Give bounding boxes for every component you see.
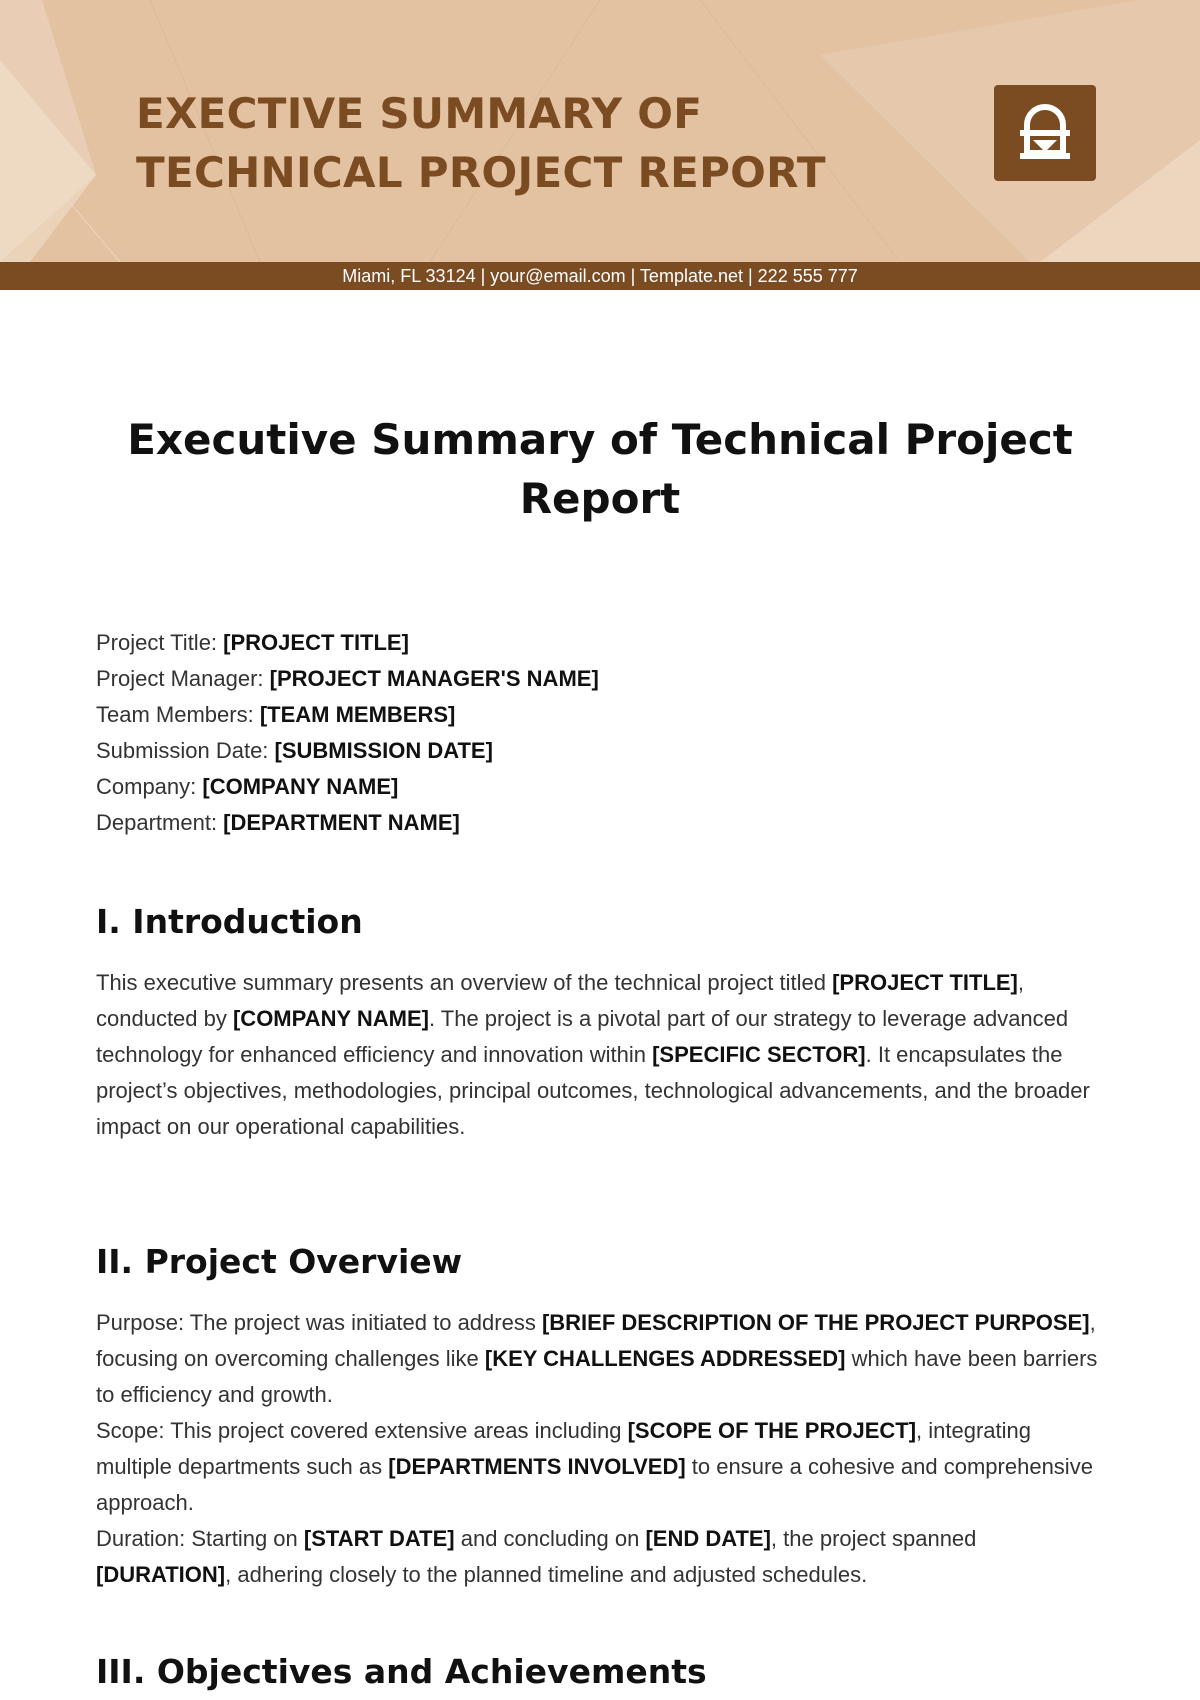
detail-row-department xyxy=(96,805,1116,841)
overview-scope xyxy=(96,1413,1106,1521)
overview-text: Scope: This project covered extensive areas including xyxy=(96,1418,628,1443)
detail-value: [TEAM MEMBERS] xyxy=(259,702,456,727)
intro-placeholder: [COMPANY NAME] xyxy=(232,1006,429,1031)
detail-row-submission-date xyxy=(96,733,1116,769)
detail-value: [DEPARTMENT NAME] xyxy=(223,810,460,835)
header-banner xyxy=(0,0,1200,262)
detail-row-team-members xyxy=(96,697,1116,733)
detail-label: Submission Date: xyxy=(96,738,275,763)
header-title xyxy=(136,84,896,202)
contact-bar: Miami, FL 33124 | your@email.com | Template.net | 222 555 777 xyxy=(0,262,1200,290)
detail-label: Project Manager: xyxy=(96,666,270,691)
overview-text: Duration: Starting on xyxy=(96,1526,304,1551)
header-title-line-2: TECHNICAL PROJECT REPORT xyxy=(136,148,826,197)
project-details xyxy=(96,625,1116,841)
overview-text: to ensure a cohesive and comprehensive approach. xyxy=(96,1454,1093,1515)
intro-text: . It encapsulates the project’s objectives, methodologies, principal outcomes, technological advancements, and the broader impact on our operational capabilities. xyxy=(96,1042,1090,1139)
overview-text: Purpose: The project was initiated to address xyxy=(96,1310,542,1335)
detail-value: [PROJECT MANAGER'S NAME] xyxy=(269,666,599,691)
detail-label: Company: xyxy=(96,774,203,799)
lock-download-icon xyxy=(994,85,1096,181)
project-overview-body xyxy=(96,1305,1106,1593)
company-logo xyxy=(994,85,1096,181)
overview-placeholder: [KEY CHALLENGES ADDRESSED] xyxy=(484,1346,846,1371)
detail-row-company xyxy=(96,769,1116,805)
page-title: Executive Summary of Technical Project Report xyxy=(127,415,1073,523)
detail-label: Project Title: xyxy=(96,630,224,655)
overview-text: , adhering closely to the planned timeline and adjusted schedules. xyxy=(225,1562,868,1587)
overview-placeholder: [SCOPE OF THE PROJECT] xyxy=(627,1418,917,1443)
detail-row-project-title xyxy=(96,625,1116,661)
overview-purpose xyxy=(96,1305,1106,1413)
detail-value: [PROJECT TITLE] xyxy=(223,630,409,655)
overview-placeholder: [START DATE] xyxy=(303,1526,455,1551)
overview-placeholder: [DEPARTMENTS INVOLVED] xyxy=(388,1454,686,1479)
overview-text: , the project spanned xyxy=(770,1526,977,1551)
detail-value: [COMPANY NAME] xyxy=(202,774,399,799)
section-heading-introduction: I. Introduction xyxy=(96,902,363,941)
detail-row-project-manager xyxy=(96,661,1116,697)
overview-text: , focusing on overcoming challenges like xyxy=(96,1310,1096,1371)
overview-text: which have been barriers to efficiency and growth. xyxy=(96,1346,1098,1407)
intro-text: . The project is a pivotal part of our strategy to leverage advanced technology for enhanced efficiency and innovation within xyxy=(96,1006,1069,1067)
overview-text: and concluding on xyxy=(454,1526,646,1551)
intro-placeholder: [PROJECT TITLE] xyxy=(832,970,1018,995)
overview-text: , integrating multiple departments such as xyxy=(96,1418,1032,1479)
intro-text: , conducted by xyxy=(96,970,1025,1031)
section-heading-project-overview: II. Project Overview xyxy=(96,1242,463,1281)
section-heading-objectives: III. Objectives and Achievements xyxy=(96,1652,707,1691)
introduction-paragraph xyxy=(96,965,1106,1145)
intro-text: This executive summary presents an overview of the technical project titled xyxy=(96,970,833,995)
intro-placeholder: [SPECIFIC SECTOR] xyxy=(652,1042,866,1067)
detail-label: Team Members: xyxy=(96,702,260,727)
overview-placeholder: [DURATION] xyxy=(96,1562,226,1587)
detail-value: [SUBMISSION DATE] xyxy=(274,738,493,763)
overview-duration xyxy=(96,1521,1106,1593)
overview-placeholder: [BRIEF DESCRIPTION OF THE PROJECT PURPOSE] xyxy=(541,1310,1090,1335)
overview-placeholder: [END DATE] xyxy=(645,1526,771,1551)
header-title-line-1: EXECTIVE SUMMARY OF xyxy=(136,89,703,138)
detail-label: Department: xyxy=(96,810,224,835)
